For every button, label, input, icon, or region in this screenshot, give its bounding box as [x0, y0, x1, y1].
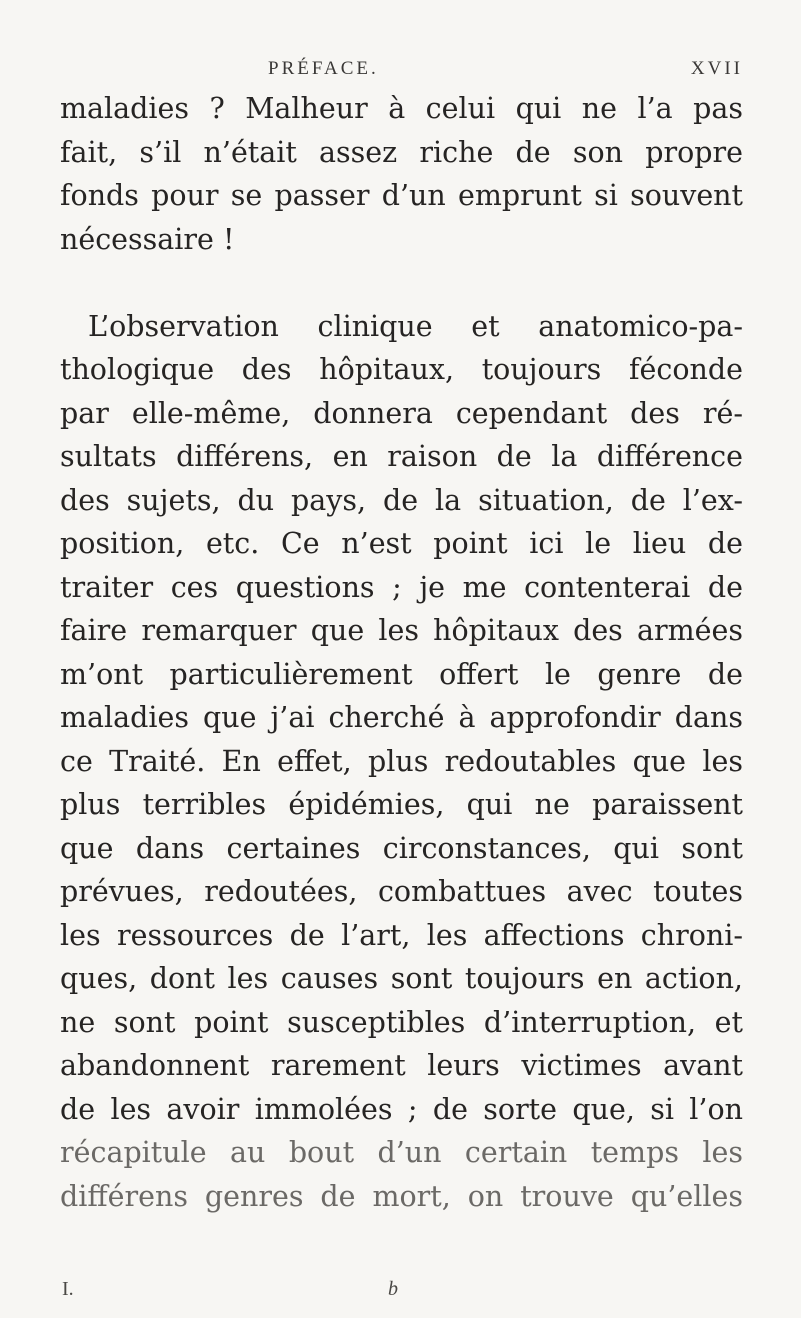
text-line: faire remarquer que les hôpitaux des armées: [60, 614, 743, 647]
text-line: les ressources de l’art, les affections chroni-: [60, 918, 743, 952]
text-line: que dans certaines circonstances, qui sont: [60, 831, 743, 865]
text-line: maladies ? Malheur à celui qui ne l’a pas: [60, 92, 743, 125]
paragraph-spacer: [60, 261, 743, 305]
signature-mark: [60, 1278, 743, 1308]
body-text: [60, 87, 743, 1218]
text-line: des sujets, du pays, de la situation, de l’ex-: [60, 483, 743, 517]
text-line: fait, s’il n’était assez riche de son propre: [60, 135, 743, 169]
text-line: de les avoir immolées ; de sorte que, si l’on: [60, 1092, 743, 1126]
text-line: ne sont point susceptibles d’interruption, et: [60, 1005, 743, 1039]
text-line: prévues, redoutées, combattues avec toutes: [60, 875, 743, 908]
text-line: ques, dont les causes sont toujours en action,: [60, 962, 743, 995]
text-line: m’ont particulièrement offert le genre de: [60, 657, 743, 691]
text-line: récapitule au bout d’un certain temps les: [60, 1136, 743, 1169]
text-line: ce Traité. En effet, plus redoutables que les: [60, 744, 743, 778]
text-line: maladies que j’ai cherché à approfondir dans: [60, 701, 743, 734]
page-number: XVII: [690, 58, 743, 79]
text-line: nécessaire !: [60, 222, 235, 256]
paragraph-1: [60, 87, 743, 261]
signature-letter: b: [388, 1278, 398, 1300]
text-line: position, etc. Ce n’est point ici le lieu de: [60, 527, 743, 560]
text-line: abandonnent rarement leurs victimes avant: [60, 1049, 743, 1082]
signature-volume: I.: [62, 1278, 74, 1300]
text-line: par elle-même, donnera cependant des ré-: [60, 396, 743, 430]
text-line: fonds pour se passer d’un emprunt si souvent: [60, 179, 743, 212]
text-line: L’observation clinique et anatomico-pa-: [88, 309, 743, 343]
text-line: différens genres de mort, on trouve qu’elles: [60, 1179, 743, 1213]
text-line: plus terribles épidémies, qui ne paraissent: [60, 788, 743, 821]
running-head: [60, 58, 743, 86]
text-line: traiter ces questions ; je me contenterai de: [60, 570, 743, 604]
paragraph-2: [60, 305, 743, 1219]
text-line: thologique des hôpitaux, toujours féconde: [60, 353, 743, 386]
text-line: sultats différens, en raison de la différence: [60, 440, 743, 473]
running-head-title: PRÉFACE.: [268, 58, 379, 79]
